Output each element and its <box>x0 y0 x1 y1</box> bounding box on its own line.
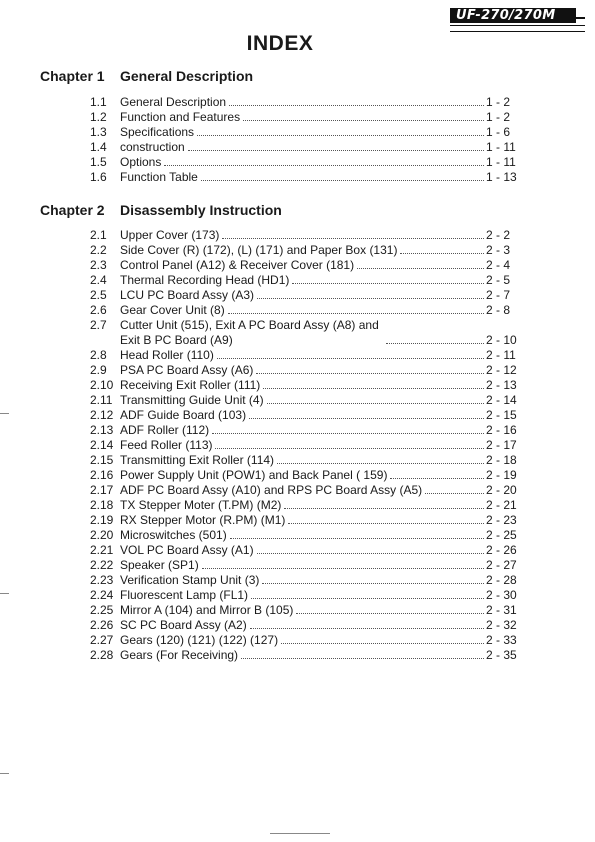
section-title: Speaker (SP1) <box>120 558 199 572</box>
chapter-title: Disassembly Instruction <box>120 202 282 218</box>
page-number: 1 - 2 <box>486 95 511 109</box>
section-number: 2.11 <box>90 393 113 407</box>
section-number: 2.16 <box>90 468 114 482</box>
section-title: Feed Roller (113) <box>120 438 213 452</box>
page-number: 2 - 35 <box>486 648 517 662</box>
dot-leader <box>230 528 484 539</box>
dot-leader <box>164 155 484 166</box>
section-title: PSA PC Board Assy (A6) <box>120 363 254 377</box>
toc-entry <box>90 378 520 393</box>
page-number: 2 - 19 <box>486 468 517 482</box>
dot-leader <box>256 363 484 374</box>
dot-leader <box>241 648 484 659</box>
dot-leader <box>250 618 484 629</box>
page-number: 2 - 8 <box>486 303 511 317</box>
toc-entry <box>90 243 520 258</box>
page-number: 2 - 12 <box>486 363 517 377</box>
section-title: Mirror A (104) and Mirror B (105) <box>120 603 294 617</box>
page-number: 2 - 10 <box>486 333 517 347</box>
section-number: 2.28 <box>90 648 114 662</box>
toc-entry <box>90 125 520 140</box>
toc-entry <box>90 603 520 618</box>
footer-mark <box>270 833 330 834</box>
section-title: Gears (For Receiving) <box>120 648 239 662</box>
page-number: 2 - 28 <box>486 573 517 587</box>
page-number: 2 - 13 <box>486 378 517 392</box>
page-number: 2 - 16 <box>486 423 517 437</box>
section-title: LCU PC Board Assy (A3) <box>120 288 255 302</box>
section-number: 2.19 <box>90 513 114 527</box>
dot-leader <box>284 498 484 509</box>
dot-leader <box>243 110 484 121</box>
section-number: 2.8 <box>90 348 107 362</box>
section-title: Fluorescent Lamp (FL1) <box>120 588 249 602</box>
margin-mark <box>0 413 9 414</box>
dot-leader <box>386 333 484 344</box>
dot-leader <box>267 393 484 404</box>
section-title: SC PC Board Assy (A2) <box>120 618 247 632</box>
section-title: Control Panel (A12) & Receiver Cover (181) <box>120 258 355 272</box>
toc-entry <box>90 408 520 423</box>
toc-entry <box>90 155 520 170</box>
page-number: 2 - 31 <box>486 603 517 617</box>
section-number: 2.5 <box>90 288 107 302</box>
page-number: 2 - 2 <box>486 228 511 242</box>
dot-leader <box>296 603 484 614</box>
section-number: 2.14 <box>90 438 114 452</box>
page-title: INDEX <box>246 32 314 55</box>
section-title: General Description <box>120 95 227 109</box>
toc-entry <box>90 483 520 498</box>
section-number: 2.3 <box>90 258 107 272</box>
page-number: 2 - 26 <box>486 543 517 557</box>
section-title: Receiving Exit Roller (111) <box>120 378 261 392</box>
toc-entry <box>90 633 520 648</box>
page-number: 2 - 15 <box>486 408 517 422</box>
section-number: 1.1 <box>90 95 107 109</box>
section-number: 2.25 <box>90 603 114 617</box>
section-title: Microswitches (501) <box>120 528 227 542</box>
page-number: 1 - 11 <box>486 140 516 154</box>
margin-mark <box>0 773 9 774</box>
dot-leader <box>292 273 484 284</box>
page-number: 2 - 30 <box>486 588 517 602</box>
section-title: Cutter Unit (515), Exit A PC Board Assy (A8) and <box>120 318 379 332</box>
toc-entry <box>90 318 520 333</box>
section-title: construction <box>120 140 185 154</box>
section-number: 2.20 <box>90 528 114 542</box>
section-title: Upper Cover (173) <box>120 228 220 242</box>
section-title: Specifications <box>120 125 195 139</box>
toc-entry <box>90 453 520 468</box>
section-number: 1.5 <box>90 155 107 169</box>
page-number: 2 - 14 <box>486 393 517 407</box>
toc-entry <box>90 648 520 663</box>
dot-leader <box>228 303 484 314</box>
section-number: 1.2 <box>90 110 107 124</box>
dot-leader <box>215 438 484 449</box>
section-number: 2.9 <box>90 363 107 377</box>
section-number: 1.6 <box>90 170 107 184</box>
leader-gap <box>233 333 383 348</box>
toc-entry <box>90 258 520 273</box>
toc-entry <box>90 558 520 573</box>
section-title: Side Cover (R) (172), (L) (171) and Paper Box (131) <box>120 243 398 257</box>
chapter-heading <box>40 68 560 84</box>
toc-entry <box>90 528 520 543</box>
page-number: 2 - 3 <box>486 243 511 257</box>
section-number: 1.4 <box>90 140 107 154</box>
toc-entry <box>90 363 520 378</box>
section-number: 2.22 <box>90 558 114 572</box>
toc-entry <box>90 498 520 513</box>
section-title: Gears (120) (121) (122) (127) <box>120 633 279 647</box>
toc-entry <box>90 228 520 243</box>
section-number: 2.21 <box>90 543 114 557</box>
section-title: Function Table <box>120 170 198 184</box>
page-number: 1 - 2 <box>486 110 511 124</box>
toc-entry <box>90 438 520 453</box>
section-number: 2.26 <box>90 618 114 632</box>
section-title: Options <box>120 155 162 169</box>
chapter-title: General Description <box>120 68 254 84</box>
dot-leader <box>357 258 484 269</box>
section-title: ADF Guide Board (103) <box>120 408 247 422</box>
section-title-continued: Exit B PC Board (A9) <box>120 333 233 347</box>
section-number: 2.6 <box>90 303 107 317</box>
section-number: 2.24 <box>90 588 114 602</box>
dot-leader <box>229 95 484 106</box>
dot-leader <box>201 170 484 181</box>
page-number: 2 - 4 <box>486 258 511 272</box>
section-title: RX Stepper Motor (R.PM) (M1) <box>120 513 286 527</box>
section-number: 2.1 <box>90 228 107 242</box>
section-number: 2.15 <box>90 453 114 467</box>
page-number: 2 - 20 <box>486 483 517 497</box>
page-number: 2 - 27 <box>486 558 517 572</box>
toc-entry <box>90 543 520 558</box>
toc-entry <box>90 588 520 603</box>
toc-entry <box>90 513 520 528</box>
toc-entry <box>90 618 520 633</box>
chapter-number: Chapter 2 <box>40 202 105 218</box>
toc-entry <box>90 573 520 588</box>
page-number: 2 - 21 <box>486 498 517 512</box>
toc-entry-continuation <box>120 333 520 348</box>
toc-entry <box>90 273 520 288</box>
toc-entry <box>90 95 520 110</box>
page-number: 2 - 18 <box>486 453 517 467</box>
dot-leader <box>390 468 484 479</box>
page-number: 2 - 11 <box>486 348 516 362</box>
page-number: 1 - 6 <box>486 125 511 139</box>
margin-mark <box>0 593 9 594</box>
section-number: 2.2 <box>90 243 107 257</box>
page-number: 2 - 17 <box>486 438 517 452</box>
badge-double-rule <box>450 25 585 32</box>
section-number: 2.13 <box>90 423 114 437</box>
page-number: 1 - 11 <box>486 155 516 169</box>
section-title: Function and Features <box>120 110 241 124</box>
section-number: 2.18 <box>90 498 114 512</box>
section-title: Power Supply Unit (POW1) and Back Panel ( 159) <box>120 468 388 482</box>
dot-leader <box>281 633 484 644</box>
section-number: 2.7 <box>90 318 107 332</box>
toc-entry <box>90 140 520 155</box>
toc-entry <box>90 288 520 303</box>
section-title: Transmitting Exit Roller (114) <box>120 453 275 467</box>
section-number: 1.3 <box>90 125 107 139</box>
dot-leader <box>288 513 484 524</box>
section-title: Gear Cover Unit (8) <box>120 303 225 317</box>
toc-entry <box>90 348 520 363</box>
page-number: 2 - 33 <box>486 633 517 647</box>
chapter-heading <box>40 202 560 218</box>
page-number: 2 - 23 <box>486 513 517 527</box>
section-title: Verification Stamp Unit (3) <box>120 573 260 587</box>
page-number: 1 - 13 <box>486 170 517 184</box>
section-number: 2.12 <box>90 408 114 422</box>
toc-entry <box>90 468 520 483</box>
dot-leader <box>257 543 484 554</box>
model-label: UF-270/270M <box>450 8 576 23</box>
section-number: 2.4 <box>90 273 107 287</box>
section-title: Thermal Recording Head (HD1) <box>120 273 290 287</box>
section-number: 2.10 <box>90 378 114 392</box>
dot-leader <box>263 378 484 389</box>
dot-leader <box>277 453 484 464</box>
section-title: TX Stepper Moter (T.PM) (M2) <box>120 498 282 512</box>
chapter-number: Chapter 1 <box>40 68 105 84</box>
section-number: 2.17 <box>90 483 114 497</box>
dot-leader <box>262 573 484 584</box>
toc-entry <box>90 303 520 318</box>
section-title: Head Roller (110) <box>120 348 214 362</box>
page-number: 2 - 5 <box>486 273 511 287</box>
dot-leader <box>425 483 484 494</box>
dot-leader <box>222 228 484 239</box>
toc-entry <box>90 393 520 408</box>
dot-leader <box>257 288 484 299</box>
toc-entry <box>90 110 520 125</box>
badge-rule <box>568 17 585 19</box>
section-title: ADF PC Board Assy (A10) and RPS PC Board Assy (A5) <box>120 483 423 497</box>
section-title: ADF Roller (112) <box>120 423 210 437</box>
page-number: 2 - 25 <box>486 528 517 542</box>
dot-leader <box>251 588 484 599</box>
dot-leader <box>400 243 484 254</box>
dot-leader <box>212 423 484 434</box>
model-badge <box>450 8 585 30</box>
section-title: Transmitting Guide Unit (4) <box>120 393 264 407</box>
section-number: 2.27 <box>90 633 114 647</box>
dot-leader <box>202 558 484 569</box>
dot-leader <box>197 125 484 136</box>
dot-leader <box>188 140 484 151</box>
page-number: 2 - 7 <box>486 288 511 302</box>
section-title: VOL PC Board Assy (A1) <box>120 543 254 557</box>
toc-entry <box>90 170 520 185</box>
dot-leader <box>217 348 484 359</box>
dot-leader <box>249 408 484 419</box>
page-number: 2 - 32 <box>486 618 517 632</box>
toc-entry <box>90 423 520 438</box>
section-number: 2.23 <box>90 573 114 587</box>
